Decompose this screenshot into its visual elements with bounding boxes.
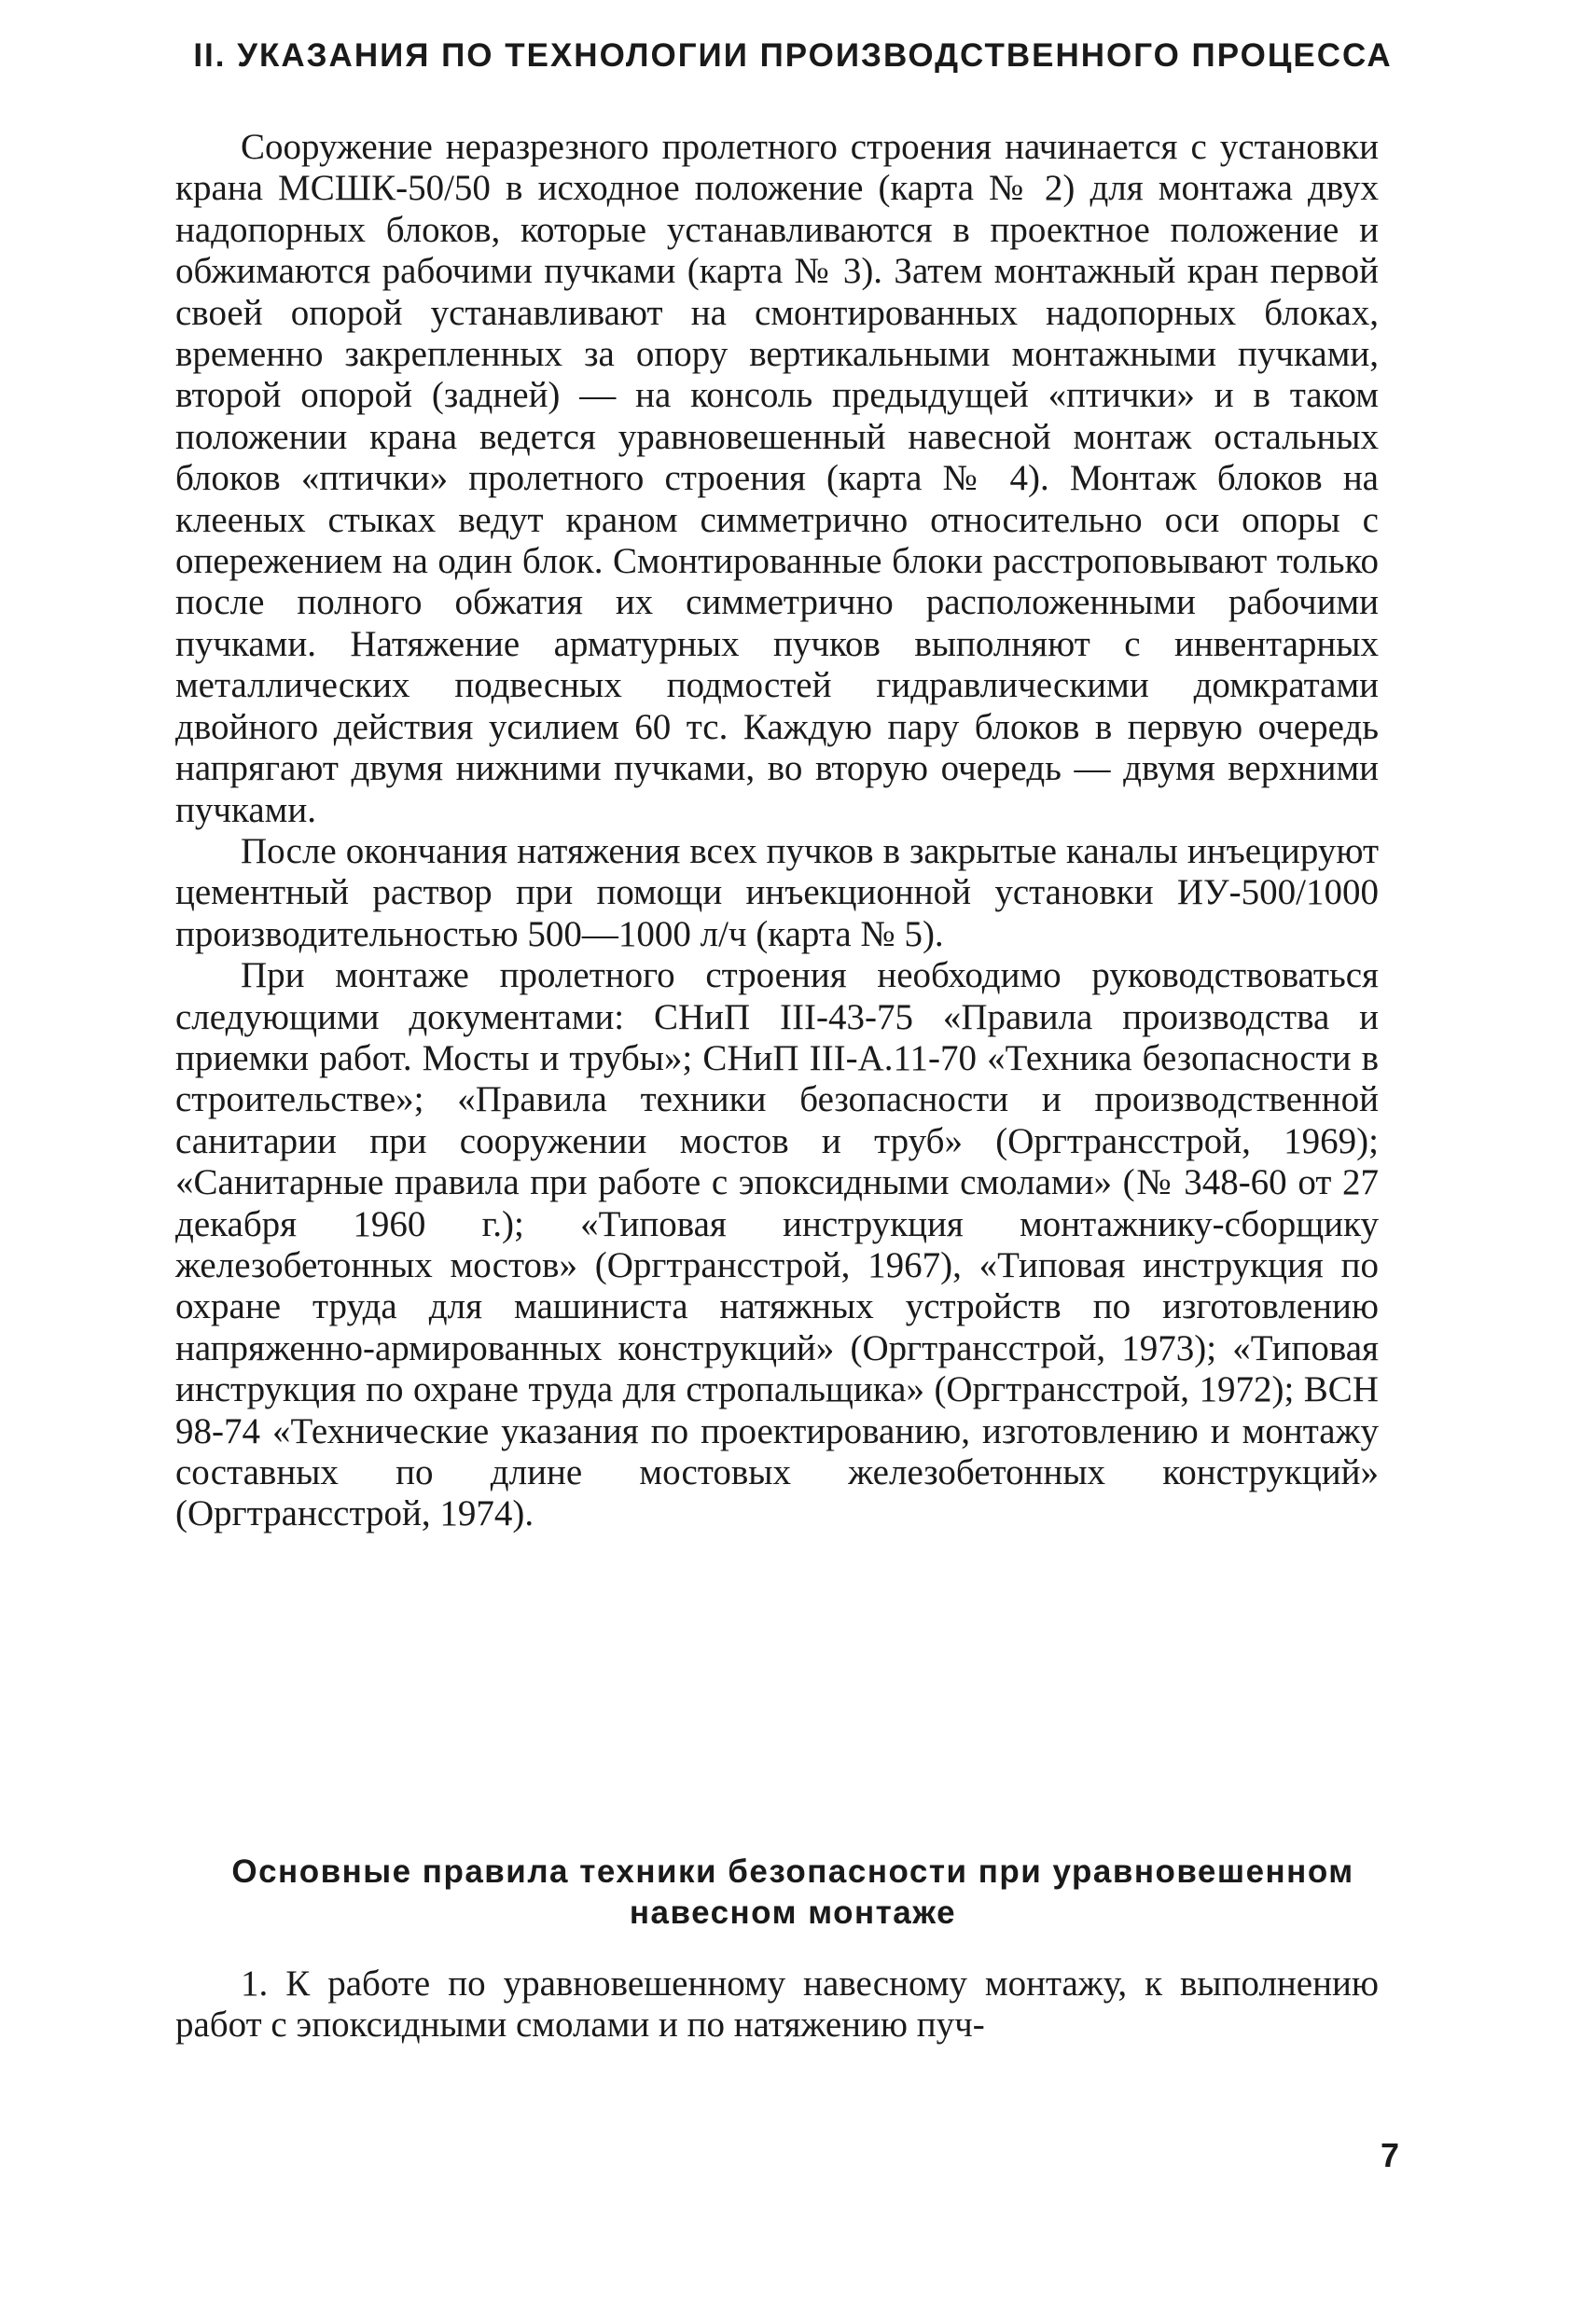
paragraph-crane-installation: Сооружение неразрезного пролетного строения начинается с установки крана МСШК-50/50 в исходное положение (карта № 2) для монтажа двух надопорных блоков, которые устанавливаются в проектное положение и обжимаются рабочими пучками (карта № 3). Затем монтажный кран первой своей опорой устанавливают на смонтированных надопорных блоках, временно закрепленных за опору вертикальными монтажными пучками, второй опорой (задней) — на консоль предыдущей «птички» и в таком положении крана ведется уравновешенный навесной монтаж остальных блоков «птички» пролетного строения (карта № 4). Монтаж блоков на клееных стыках ведут краном симметрично относительно оси опоры с опережением на один блок. Смонтированные блоки расстроповывают только после полного обжатия их симметрично расположенными рабочими пучками. Натяжение арматурных пучков выполняют с инвентарных металлических подвесных подмостей гидравлическими домкратами двойного действия усилием 60 тс. Каждую пару блоков в первую очередь напрягают двумя нижними пучками, во вторую очередь — двумя верхними пучками. [175, 127, 1379, 830]
page-number: 7 [1380, 2136, 1399, 2174]
safety-rule-1: 1. К работе по уравновешенному навесному монтажу, к выполнению работ с эпоксидными смолами и по натяжению пуч- [175, 1963, 1379, 2046]
safety-subsection-body [175, 1963, 1379, 2046]
section-heading: II. УКАЗАНИЯ ПО ТЕХНОЛОГИИ ПРОИЗВОДСТВЕННОГО ПРОЦЕССА [193, 37, 1393, 74]
paragraph-regulations: При монтаже пролетного строения необходимо руководствоваться следующими документами: СНиП III-43-75 «Правила производства и приемки работ. Мосты и трубы»; СНиП III-А.11-70 «Техника безопасности в строительстве»; «Правила техники безопасности и производственной санитарии при сооружении мостов и труб» (Оргтрансстрой, 1969); «Санитарные правила при работе с эпоксидными смолами» (№ 348-60 от 27 декабря 1960 г.); «Типовая инструкция монтажнику-сборщику железобетонных мостов» (Оргтрансстрой, 1967), «Типовая инструкция по охране труда для машиниста натяжных устройств по изготовлению напряженно-армированных конструкций» (Оргтрансстрой, 1973); «Типовая инструкция по охране труда для стропальщика» (Оргтрансстрой, 1972); ВСН 98-74 «Технические указания по проектированию, изготовлению и монтажу составных по длине мостовых железобетонных конструкций» (Оргтрансстрой, 1974). [175, 955, 1379, 1534]
section-body [175, 127, 1379, 1535]
safety-subsection-heading: Основные правила техники безопасности при уравновешенном навесном монтаже [231, 1853, 1354, 1931]
paragraph-grouting: После окончания натяжения всех пучков в закрытые каналы инъецируют цементный раствор при помощи инъекционной установки ИУ-500/1000 производительностью 500—1000 л/ч (карта № 5). [175, 830, 1379, 954]
